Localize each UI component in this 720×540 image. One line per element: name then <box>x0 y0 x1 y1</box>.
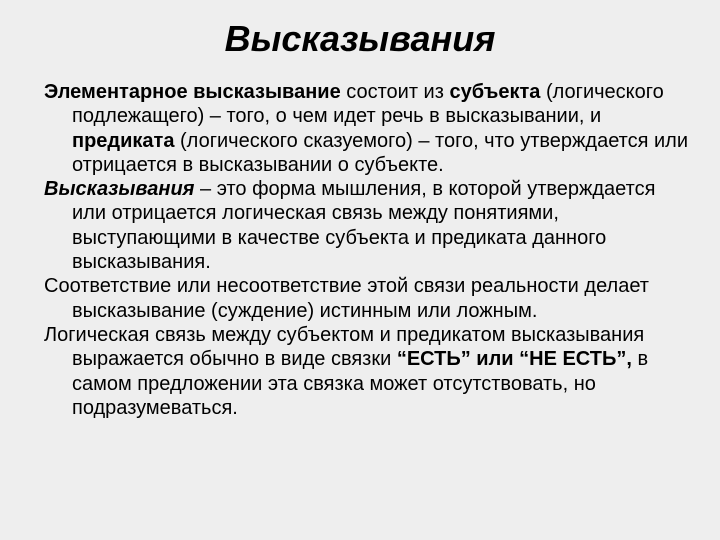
slide-title: Высказывания <box>224 18 496 59</box>
term-predicate: предиката <box>72 129 175 152</box>
slide-body <box>44 80 694 420</box>
term-subject: субъекта <box>449 81 541 103</box>
text-segment: Логическая связь между субъектом и предикатом высказывания выражается обычно в виде связки <box>44 323 645 371</box>
text-segment: Соответствие или несоответствие этой связи реальности делает высказывание (суждение) истинным или ложным. <box>44 275 649 322</box>
term-elementary-statement: Элементарное высказывание <box>44 81 341 103</box>
term-copula: “ЕСТЬ” или “НЕ ЕСТЬ”, <box>396 348 632 371</box>
text-segment: (логического подлежащего) – того, о чем идет речь в высказывании, и <box>72 81 664 128</box>
text-segment: – это форма мышления, в которой утверждается или отрицается логическая связь между понятиями, выступающими в качестве субъекта и предиката данного высказывания. <box>72 178 656 274</box>
text-segment: в самом предложении эта связка может отсутствовать, но подразумеваться. <box>72 348 649 419</box>
paragraph-elementary-statement <box>44 80 694 177</box>
paragraph-truth <box>44 274 694 323</box>
text-segment: (логического сказуемого) – того, что утверждается или отрицается в высказывании о субъекте. <box>72 129 688 176</box>
paragraph-statement-definition <box>44 177 694 274</box>
paragraph-logical-link <box>44 323 694 420</box>
text-segment: состоит из <box>340 81 450 103</box>
term-statements: Высказывания <box>44 178 195 201</box>
